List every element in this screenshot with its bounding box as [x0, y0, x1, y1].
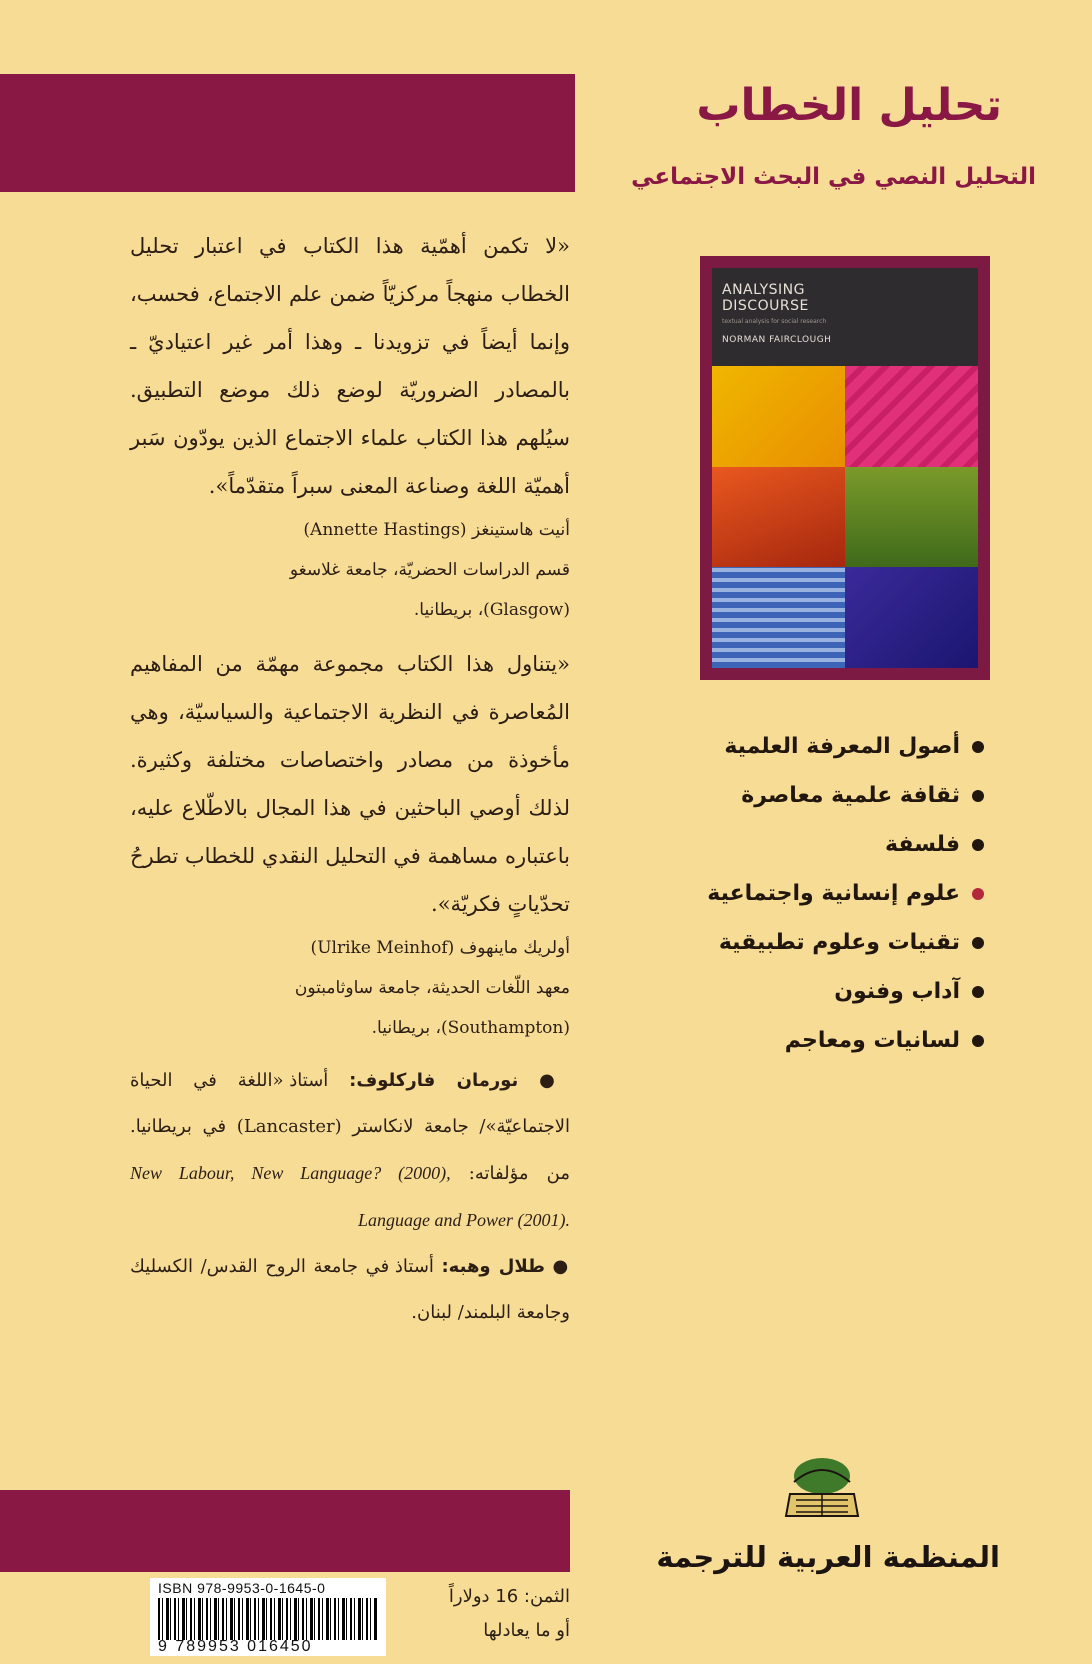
cover-tagline: textual analysis for social research	[722, 318, 827, 325]
book-title: تحليل الخطاب	[696, 80, 1002, 131]
bullet-icon	[972, 790, 984, 802]
author-name: نورمان فاركلوف:	[349, 1070, 519, 1091]
price-line-1: الثمن: 16 دولاراً	[448, 1586, 570, 1607]
author-bio: ● نورمان فاركلوف: أستاذ «اللغة في الحياة الاجتماعيّة»/ جامعة لانكاستر (Lancaster) في بريطانيا. من مؤلفاته: New Labour, New Language? (2000), Language and Power (2001).	[130, 1070, 571, 1230]
bullet-icon	[972, 888, 984, 900]
cover-title-line1: ANALYSING	[722, 282, 805, 298]
bottom-band	[0, 1490, 570, 1572]
barcode-bars	[158, 1598, 378, 1640]
subject-label: فلسفة	[885, 832, 960, 857]
bullet-icon	[972, 986, 984, 998]
publisher-logo-icon	[780, 1454, 864, 1524]
barcode	[150, 1578, 386, 1656]
bullet-icon	[972, 937, 984, 949]
author-bio-text: أستاذ «اللغة في الحياة الاجتماعيّة»/ جامعة لانكاستر (Lancaster) في بريطانيا. من مؤلفاته:	[130, 1070, 570, 1184]
subject-item	[707, 722, 984, 771]
cover-photo-grid	[712, 366, 978, 668]
back-cover-text	[130, 222, 570, 1336]
subject-item	[707, 918, 984, 967]
quote-1-affiliation: قسم الدراسات الحضريّة، جامعة غلاسغو	[289, 560, 570, 580]
bullet-icon	[972, 741, 984, 753]
cover-tile-purple	[845, 567, 978, 668]
subject-label: لسانيات ومعاجم	[784, 1028, 960, 1053]
quote-2-affiliation-2: (Southampton)، بريطانيا.	[371, 1018, 570, 1038]
bullet-icon	[972, 839, 984, 851]
subject-label: آداب وفنون	[834, 979, 960, 1004]
translator-name: طلال وهبه:	[441, 1256, 545, 1277]
subject-item	[707, 1016, 984, 1065]
cover-tile-keyboard	[845, 366, 978, 467]
quote-1-author: أنيت هاستينغز (Annette Hastings)	[303, 520, 570, 540]
quote-2-author: أولريك ماينهوف (Ulrike Meinhof)	[310, 938, 570, 958]
subject-item	[707, 820, 984, 869]
cover-tile-hand	[712, 467, 845, 568]
cover-title-line2: DISCOURSE	[722, 298, 809, 314]
subject-list	[707, 722, 984, 1065]
barcode-number: 9 789953 016450	[158, 1638, 313, 1655]
cover-inner	[712, 268, 978, 668]
isbn-label: ISBN 978-9953-0-1645-0	[158, 1580, 326, 1596]
translator-bio-text: أستاذ في جامعة الروح القدس/ الكسليك وجامعة البلمند/ لبنان.	[130, 1256, 570, 1323]
quote-1: «لا تكمن أهمّية هذا الكتاب في اعتبار تحليل الخطاب منهجاً مركزيّاً ضمن علم الاجتماع، فحسب، وإنما أيضاً في تزويدنا ـ وهذا أمر غير اعتياديّ ـ بالمصادر الضروريّة لوضع ذلك موضع التطبيق. سيُلهم هذا الكتاب علماء الاجتماع الذين يودّون سَبر أهميّة اللغة وصناعة المعنى سبراً متقدّماً».	[130, 234, 570, 498]
subject-item	[707, 771, 984, 820]
subject-label: تقنيات وعلوم تطبيقية	[718, 930, 960, 955]
top-band	[0, 74, 575, 192]
translator-bio: ● طلال وهبه: أستاذ في جامعة الروح القدس/ الكسليك وجامعة البلمند/ لبنان.	[130, 1256, 570, 1323]
price-line-2: أو ما يعادلها	[483, 1620, 570, 1641]
quote-1-affiliation-2: (Glasgow)، بريطانيا.	[413, 600, 570, 620]
subject-label: ثقافة علمية معاصرة	[741, 783, 960, 808]
book-subtitle: التحليل النصي في البحث الاجتماعي	[631, 164, 1036, 190]
subject-label: علوم إنسانية واجتماعية	[707, 881, 960, 906]
cover-tile-blue	[712, 567, 845, 668]
cover-tile-yellow	[712, 366, 845, 467]
price	[420, 1580, 570, 1648]
subject-label: أصول المعرفة العلمية	[724, 734, 960, 759]
cover-author: NORMAN FAIRCLOUGH	[722, 335, 832, 345]
subject-item	[707, 967, 984, 1016]
cover-tile-screen	[845, 467, 978, 568]
cover-header	[712, 268, 978, 366]
publisher-name: المنظمة العربية للترجمة	[656, 1540, 1000, 1574]
author-works: New Labour, New Language? (2000), Language and Power (2001).	[130, 1163, 570, 1230]
quote-2: «يتناول هذا الكتاب مجموعة مهمّة من المفاهيم المُعاصرة في النظرية الاجتماعية والسياسيّة، وهي مأخوذة من مصادر واختصاصات مختلفة وكثيرة. لذلك أوصي الباحثين في هذا المجال بالاطّلاع عليه، باعتباره مساهمة في التحليل النقدي للخطاب تطرحُ تحدّياتٍ فكريّة».	[130, 652, 570, 916]
cover-thumbnail	[700, 256, 990, 680]
bullet-icon	[972, 1035, 984, 1047]
quote-2-affiliation: معهد اللّغات الحديثة، جامعة ساوثامبتون	[294, 978, 570, 998]
subject-item	[707, 869, 984, 918]
